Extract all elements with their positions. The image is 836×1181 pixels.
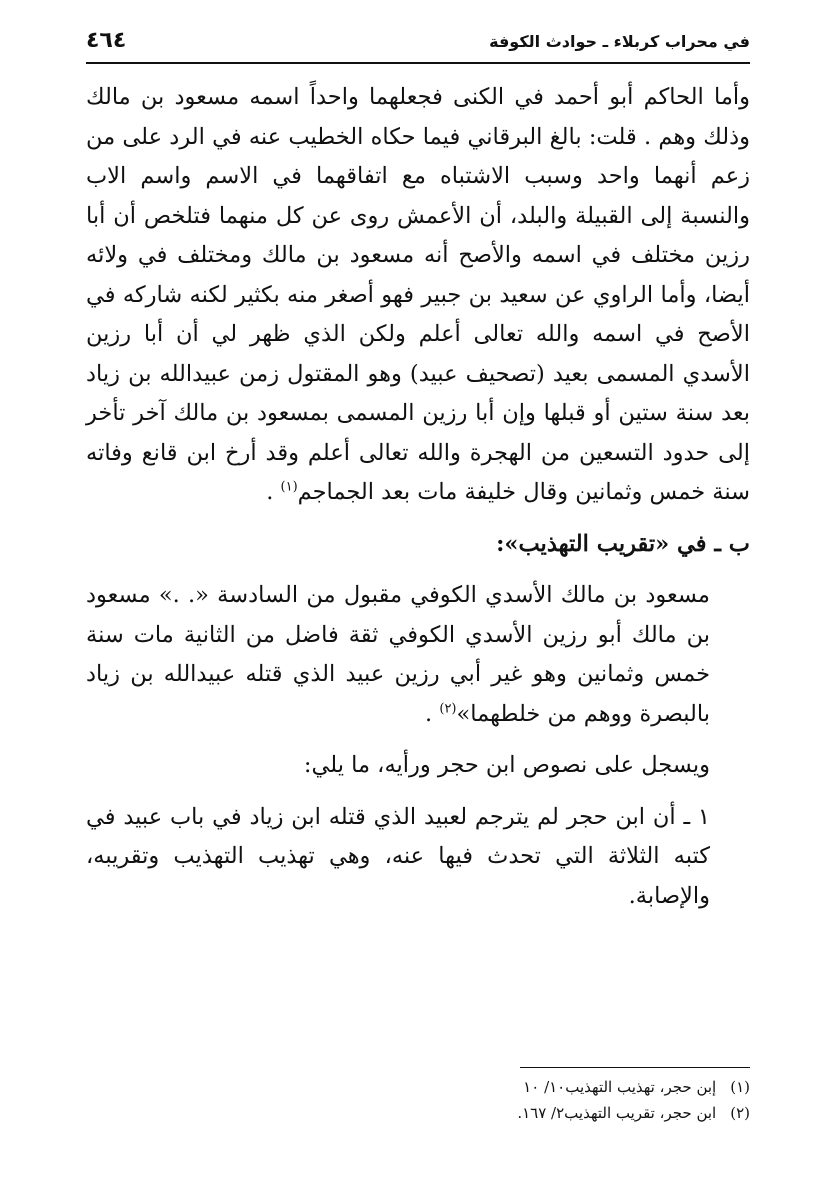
paragraph-1	[86, 78, 750, 513]
paragraph-2-text: مسعود بن مالك الأسدي الكوفي مقبول من السادسة «. .» مسعود بن مالك أبو رزين الأسدي الكوفي ثقة فاضل من الثانية مات سنة خمس وثمانين وهو غير أبي رزين عبيد الذي قتله عبيدالله بن زياد بالبصرة ووهم من خلطهما»	[86, 582, 710, 727]
footnote-ref-1: (١)	[280, 479, 298, 495]
footnote-item	[86, 1100, 750, 1126]
paragraph-4: ١ ـ أن ابن حجر لم يترجم لعبيد الذي قتله ابن زياد في باب عبيد في كتبه الثلاثة التي تحدث فيها عنه، وهي تهذيب التهذيب وتقريبه، والإصابة.	[86, 803, 710, 909]
footnote-divider	[520, 1067, 750, 1068]
main-text	[86, 78, 750, 916]
footnote-item	[86, 1074, 750, 1100]
paragraph-2-end: .	[425, 700, 440, 727]
paragraph-2	[86, 576, 710, 734]
section-heading-b: ب ـ في «تقريب التهذيب»:	[496, 530, 750, 557]
footnotes	[86, 1074, 750, 1126]
footnote-number: (١)	[730, 1078, 750, 1096]
footnote-ref-2: (٢)	[439, 701, 457, 716]
running-title: في محراب كربلاء ـ حوادث الكوفة	[489, 32, 750, 51]
paragraph-1-end: .	[266, 479, 281, 505]
footnote-text: ابن حجر، تقريب التهذيب٢/ ١٦٧.	[517, 1104, 717, 1122]
paragraph-3: ويسجل على نصوص ابن حجر ورأيه، ما يلي:	[303, 752, 710, 778]
page-number: ٤٦٤	[86, 28, 127, 53]
footnote-text: إبن حجر، تهذيب التهذيب١٠/ ١٠	[523, 1078, 717, 1096]
footnote-number: (٢)	[730, 1104, 750, 1122]
page-header	[86, 28, 750, 64]
paragraph-1-text: وأما الحاكم أبو أحمد في الكنى فجعلهما واحداً اسمه مسعود بن مالك وذلك وهم . قلت: بالغ البرقاني فيما حكاه الخطيب عنه في الرد على من زعم أنهما واحد وسبب الاشتباه مع اتفاقهما في الاسم واسم الاب والنسبة إلى القبيلة والبلد، أن الأعمش روى عن كل منهما فتلخص أن أبا رزين مختلف في اسمه والأصح أنه مسعود بن مالك ومختلف في ولائه أيضا، وأما الراوي عن سعيد بن جبير فهو أصغر منه بكثير لكنه شاركه في الأصح في اسمه والله تعالى أعلم ولكن الذي ظهر لي أن أبا رزين الأسدي المسمى بعيد (تصحيف عبيد) وهو المقتول زمن عبيدالله بن زياد بعد سنة ستين أو قبلها وإن أبا رزين المسمى بمسعود بن مالك آخر تأخر إلى حدود التسعين من الهجرة والله تعالى أعلم وقد أرخ ابن قانع وفاته سنة خمس وثمانين وقال خليفة مات بعد الجماجم	[86, 84, 750, 505]
